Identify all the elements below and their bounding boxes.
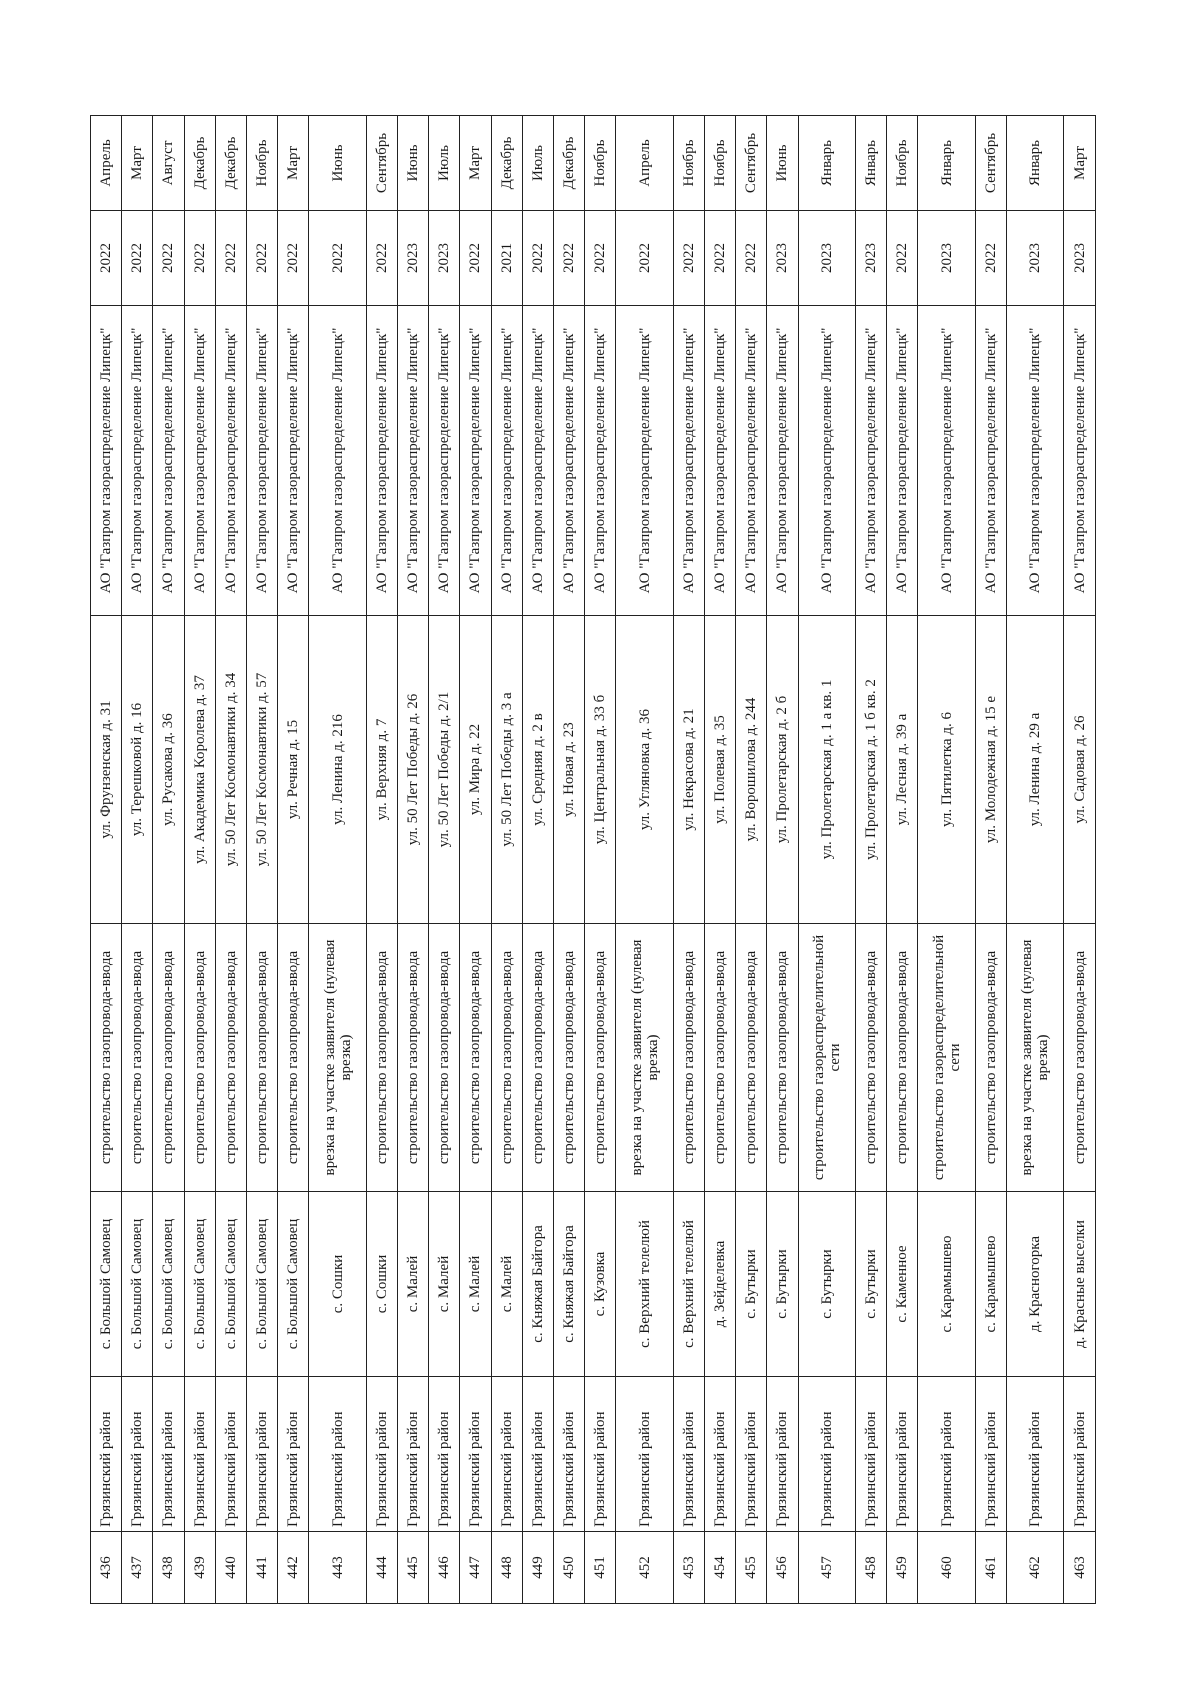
- organization-cell: АО "Газпром газораспределение Липецк": [122, 306, 153, 616]
- district-cell: Грязинский район: [736, 1377, 767, 1532]
- address-cell: ул. 50 Лет Победы д. 26: [397, 616, 428, 924]
- organization-cell: АО "Газпром газораспределение Липецк": [553, 306, 584, 616]
- organization-cell: АО "Газпром газораспределение Липецк": [767, 306, 798, 616]
- district-cell: Грязинский район: [397, 1377, 428, 1532]
- district-cell: Грязинский район: [1007, 1377, 1064, 1532]
- locality-cell: с. Большой Самовец: [278, 1192, 309, 1377]
- organization-cell: АО "Газпром газораспределение Липецк": [704, 306, 735, 616]
- work-type-cell: строительство газопровода-ввода: [91, 924, 122, 1192]
- district-cell: Грязинский район: [246, 1377, 277, 1532]
- table-row: [366, 116, 397, 1604]
- work-type-cell: строительство газопровода-ввода: [215, 924, 246, 1192]
- year-cell: 2023: [918, 211, 975, 306]
- row-number-cell: 463: [1064, 1532, 1096, 1604]
- row-number-cell: 438: [153, 1532, 184, 1604]
- locality-cell: с. Малей: [491, 1192, 522, 1377]
- year-cell: 2023: [798, 211, 855, 306]
- district-cell: Грязинский район: [491, 1377, 522, 1532]
- month-cell: Март: [1064, 116, 1096, 211]
- address-cell: ул. Угляновка д. 36: [616, 616, 673, 924]
- work-type-cell: строительство газопровода-ввода: [184, 924, 215, 1192]
- organization-cell: АО "Газпром газораспределение Липецк": [91, 306, 122, 616]
- organization-cell: АО "Газпром газораспределение Липецк": [366, 306, 397, 616]
- work-type-cell: строительство газопровода-ввода: [460, 924, 491, 1192]
- district-cell: Грязинский район: [616, 1377, 673, 1532]
- year-cell: 2022: [184, 211, 215, 306]
- address-cell: ул. Полевая д. 35: [704, 616, 735, 924]
- organization-cell: АО "Газпром газораспределение Липецк": [1007, 306, 1064, 616]
- year-cell: 2023: [397, 211, 428, 306]
- table-row: [184, 116, 215, 1604]
- month-cell: Сентябрь: [736, 116, 767, 211]
- table-row: [460, 116, 491, 1604]
- organization-cell: АО "Газпром газораспределение Липецк": [491, 306, 522, 616]
- address-cell: ул. Академика Королева д. 37: [184, 616, 215, 924]
- row-number-cell: 459: [887, 1532, 918, 1604]
- table-row: [918, 116, 975, 1604]
- work-type-cell: строительство газораспределительной сети: [798, 924, 855, 1192]
- table-row: [397, 116, 428, 1604]
- month-cell: Июнь: [767, 116, 798, 211]
- table-row: [855, 116, 886, 1604]
- year-cell: 2023: [855, 211, 886, 306]
- locality-cell: с. Малей: [397, 1192, 428, 1377]
- work-type-cell: строительство газораспределительной сети: [918, 924, 975, 1192]
- year-cell: 2022: [122, 211, 153, 306]
- row-number-cell: 461: [975, 1532, 1006, 1604]
- locality-cell: с. Бутырки: [855, 1192, 886, 1377]
- organization-cell: АО "Газпром газораспределение Липецк": [975, 306, 1006, 616]
- organization-cell: АО "Газпром газораспределение Липецк": [1064, 306, 1096, 616]
- year-cell: 2022: [246, 211, 277, 306]
- organization-cell: АО "Газпром газораспределение Липецк": [855, 306, 886, 616]
- locality-cell: с. Княжая Байгора: [522, 1192, 553, 1377]
- address-cell: ул. Речная д. 15: [278, 616, 309, 924]
- row-number-cell: 462: [1007, 1532, 1064, 1604]
- locality-cell: с. Княжая Байгора: [553, 1192, 584, 1377]
- address-cell: ул. Пролетарская д. 2 б: [767, 616, 798, 924]
- district-cell: Грязинский район: [309, 1377, 366, 1532]
- month-cell: Июль: [522, 116, 553, 211]
- district-cell: Грязинский район: [918, 1377, 975, 1532]
- month-cell: Март: [278, 116, 309, 211]
- work-type-cell: строительство газопровода-ввода: [246, 924, 277, 1192]
- locality-cell: с. Сошки: [366, 1192, 397, 1377]
- district-cell: Грязинский район: [553, 1377, 584, 1532]
- work-type-cell: строительство газопровода-ввода: [491, 924, 522, 1192]
- year-cell: 2022: [616, 211, 673, 306]
- district-cell: Грязинский район: [887, 1377, 918, 1532]
- address-cell: ул. Русакова д. 36: [153, 616, 184, 924]
- year-cell: 2022: [704, 211, 735, 306]
- work-type-cell: врезка на участке заявителя (нулевая врезка): [616, 924, 673, 1192]
- work-type-cell: строительство газопровода-ввода: [673, 924, 704, 1192]
- table-row: [1007, 116, 1064, 1604]
- month-cell: Август: [153, 116, 184, 211]
- work-type-cell: строительство газопровода-ввода: [1064, 924, 1096, 1192]
- organization-cell: АО "Газпром газораспределение Липецк": [278, 306, 309, 616]
- year-cell: 2023: [767, 211, 798, 306]
- locality-cell: с. Большой Самовец: [215, 1192, 246, 1377]
- row-number-cell: 441: [246, 1532, 277, 1604]
- month-cell: Ноябрь: [585, 116, 616, 211]
- table-row: [153, 116, 184, 1604]
- district-cell: Грязинский район: [522, 1377, 553, 1532]
- locality-cell: д. Красногорка: [1007, 1192, 1064, 1377]
- locality-cell: с. Верхний телелюй: [673, 1192, 704, 1377]
- address-cell: ул. Некрасова д. 21: [673, 616, 704, 924]
- month-cell: Декабрь: [491, 116, 522, 211]
- locality-cell: д. Красные выселки: [1064, 1192, 1096, 1377]
- address-cell: ул. Терешковой д. 16: [122, 616, 153, 924]
- table-row: [522, 116, 553, 1604]
- district-cell: Грязинский район: [429, 1377, 460, 1532]
- table-row: [429, 116, 460, 1604]
- row-number-cell: 453: [673, 1532, 704, 1604]
- organization-cell: АО "Газпром газораспределение Липецк": [246, 306, 277, 616]
- table-row: [704, 116, 735, 1604]
- district-cell: Грязинский район: [184, 1377, 215, 1532]
- gasification-register-table: [90, 115, 1096, 1604]
- row-number-cell: 454: [704, 1532, 735, 1604]
- address-cell: ул. Фрунзенская д. 31: [91, 616, 122, 924]
- table-row: [278, 116, 309, 1604]
- district-cell: Грязинский район: [585, 1377, 616, 1532]
- locality-cell: с. Бутырки: [767, 1192, 798, 1377]
- table-row: [1064, 116, 1096, 1604]
- organization-cell: АО "Газпром газораспределение Липецк": [460, 306, 491, 616]
- row-number-cell: 448: [491, 1532, 522, 1604]
- year-cell: 2022: [522, 211, 553, 306]
- locality-cell: с. Большой Самовец: [246, 1192, 277, 1377]
- row-number-cell: 446: [429, 1532, 460, 1604]
- organization-cell: АО "Газпром газораспределение Липецк": [918, 306, 975, 616]
- month-cell: Ноябрь: [704, 116, 735, 211]
- year-cell: 2023: [1007, 211, 1064, 306]
- table-row: [309, 116, 366, 1604]
- month-cell: Декабрь: [184, 116, 215, 211]
- district-cell: Грязинский район: [704, 1377, 735, 1532]
- month-cell: Сентябрь: [975, 116, 1006, 211]
- table-row: [767, 116, 798, 1604]
- month-cell: Март: [122, 116, 153, 211]
- year-cell: 2023: [429, 211, 460, 306]
- work-type-cell: строительство газопровода-ввода: [153, 924, 184, 1192]
- organization-cell: АО "Газпром газораспределение Липецк": [429, 306, 460, 616]
- district-cell: Грязинский район: [366, 1377, 397, 1532]
- organization-cell: АО "Газпром газораспределение Липецк": [736, 306, 767, 616]
- month-cell: Июнь: [309, 116, 366, 211]
- month-cell: Январь: [918, 116, 975, 211]
- row-number-cell: 443: [309, 1532, 366, 1604]
- organization-cell: АО "Газпром газораспределение Липецк": [153, 306, 184, 616]
- organization-cell: АО "Газпром газораспределение Липецк": [887, 306, 918, 616]
- address-cell: ул. Мира д. 22: [460, 616, 491, 924]
- month-cell: Ноябрь: [887, 116, 918, 211]
- organization-cell: АО "Газпром газораспределение Липецк": [798, 306, 855, 616]
- locality-cell: с. Карамышево: [975, 1192, 1006, 1377]
- year-cell: 2022: [91, 211, 122, 306]
- month-cell: Сентябрь: [366, 116, 397, 211]
- locality-cell: д. Зейделевка: [704, 1192, 735, 1377]
- locality-cell: с. Малей: [429, 1192, 460, 1377]
- address-cell: ул. Новая д. 23: [553, 616, 584, 924]
- month-cell: Июль: [429, 116, 460, 211]
- work-type-cell: строительство газопровода-ввода: [429, 924, 460, 1192]
- organization-cell: АО "Газпром газораспределение Липецк": [673, 306, 704, 616]
- organization-cell: АО "Газпром газораспределение Липецк": [397, 306, 428, 616]
- address-cell: ул. Лесная д. 39 а: [887, 616, 918, 924]
- row-number-cell: 449: [522, 1532, 553, 1604]
- locality-cell: с. Карамышево: [918, 1192, 975, 1377]
- table-row: [616, 116, 673, 1604]
- locality-cell: с. Бутырки: [736, 1192, 767, 1377]
- organization-cell: АО "Газпром газораспределение Липецк": [215, 306, 246, 616]
- locality-cell: с. Малей: [460, 1192, 491, 1377]
- address-cell: ул. Молодежная д. 15 е: [975, 616, 1006, 924]
- address-cell: ул. 50 Лет Победы д. 2/1: [429, 616, 460, 924]
- organization-cell: АО "Газпром газораспределение Липецк": [585, 306, 616, 616]
- row-number-cell: 447: [460, 1532, 491, 1604]
- work-type-cell: врезка на участке заявителя (нулевая врезка): [1007, 924, 1064, 1192]
- year-cell: 2022: [553, 211, 584, 306]
- table-row: [215, 116, 246, 1604]
- year-cell: 2021: [491, 211, 522, 306]
- month-cell: Апрель: [616, 116, 673, 211]
- row-number-cell: 445: [397, 1532, 428, 1604]
- work-type-cell: строительство газопровода-ввода: [278, 924, 309, 1192]
- district-cell: Грязинский район: [153, 1377, 184, 1532]
- year-cell: 2022: [309, 211, 366, 306]
- month-cell: Январь: [1007, 116, 1064, 211]
- month-cell: Январь: [798, 116, 855, 211]
- locality-cell: с. Сошки: [309, 1192, 366, 1377]
- address-cell: ул. 50 Лет Космонавтики д. 57: [246, 616, 277, 924]
- address-cell: ул. Пятилетка д. 6: [918, 616, 975, 924]
- work-type-cell: строительство газопровода-ввода: [585, 924, 616, 1192]
- row-number-cell: 451: [585, 1532, 616, 1604]
- row-number-cell: 436: [91, 1532, 122, 1604]
- work-type-cell: строительство газопровода-ввода: [366, 924, 397, 1192]
- district-cell: Грязинский район: [91, 1377, 122, 1532]
- address-cell: ул. Садовая д. 26: [1064, 616, 1096, 924]
- month-cell: Март: [460, 116, 491, 211]
- year-cell: 2022: [215, 211, 246, 306]
- address-cell: ул. Ленина д. 216: [309, 616, 366, 924]
- year-cell: 2022: [153, 211, 184, 306]
- year-cell: 2022: [278, 211, 309, 306]
- month-cell: Июнь: [397, 116, 428, 211]
- month-cell: Апрель: [91, 116, 122, 211]
- district-cell: Грязинский район: [767, 1377, 798, 1532]
- organization-cell: АО "Газпром газораспределение Липецк": [616, 306, 673, 616]
- locality-cell: с. Верхний телелюй: [616, 1192, 673, 1377]
- address-cell: ул. 50 Лет Космонавтики д. 34: [215, 616, 246, 924]
- row-number-cell: 457: [798, 1532, 855, 1604]
- district-cell: Грязинский район: [278, 1377, 309, 1532]
- address-cell: ул. Ворошилова д. 244: [736, 616, 767, 924]
- year-cell: 2022: [887, 211, 918, 306]
- organization-cell: АО "Газпром газораспределение Липецк": [309, 306, 366, 616]
- year-cell: 2022: [585, 211, 616, 306]
- address-cell: ул. Центральная д. 33 б: [585, 616, 616, 924]
- locality-cell: с. Кузовка: [585, 1192, 616, 1377]
- year-cell: 2022: [673, 211, 704, 306]
- address-cell: ул. Средняя д. 2 в: [522, 616, 553, 924]
- table-row: [673, 116, 704, 1604]
- address-cell: ул. Пролетарская д. 1 б кв. 2: [855, 616, 886, 924]
- district-cell: Грязинский район: [975, 1377, 1006, 1532]
- work-type-cell: строительство газопровода-ввода: [704, 924, 735, 1192]
- work-type-cell: строительство газопровода-ввода: [767, 924, 798, 1192]
- row-number-cell: 455: [736, 1532, 767, 1604]
- row-number-cell: 456: [767, 1532, 798, 1604]
- table-row: [887, 116, 918, 1604]
- locality-cell: с. Каменное: [887, 1192, 918, 1377]
- locality-cell: с. Большой Самовец: [91, 1192, 122, 1377]
- table-row: [736, 116, 767, 1604]
- row-number-cell: 444: [366, 1532, 397, 1604]
- locality-cell: с. Большой Самовец: [184, 1192, 215, 1377]
- address-cell: ул. Верхняя д. 7: [366, 616, 397, 924]
- month-cell: Ноябрь: [673, 116, 704, 211]
- address-cell: ул. 50 Лет Победы д. 3 а: [491, 616, 522, 924]
- table-row: [122, 116, 153, 1604]
- work-type-cell: врезка на участке заявителя (нулевая врезка): [309, 924, 366, 1192]
- rotated-table-page: [90, 116, 1096, 1604]
- address-cell: ул. Пролетарская д. 1 а кв. 1: [798, 616, 855, 924]
- district-cell: Грязинский район: [460, 1377, 491, 1532]
- table-row: [553, 116, 584, 1604]
- work-type-cell: строительство газопровода-ввода: [887, 924, 918, 1192]
- row-number-cell: 452: [616, 1532, 673, 1604]
- table-row: [585, 116, 616, 1604]
- work-type-cell: строительство газопровода-ввода: [553, 924, 584, 1192]
- district-cell: Грязинский район: [215, 1377, 246, 1532]
- row-number-cell: 458: [855, 1532, 886, 1604]
- row-number-cell: 440: [215, 1532, 246, 1604]
- table-row: [798, 116, 855, 1604]
- row-number-cell: 437: [122, 1532, 153, 1604]
- district-cell: Грязинский район: [855, 1377, 886, 1532]
- work-type-cell: строительство газопровода-ввода: [397, 924, 428, 1192]
- district-cell: Грязинский район: [122, 1377, 153, 1532]
- organization-cell: АО "Газпром газораспределение Липецк": [184, 306, 215, 616]
- work-type-cell: строительство газопровода-ввода: [736, 924, 767, 1192]
- year-cell: 2022: [736, 211, 767, 306]
- table-row: [246, 116, 277, 1604]
- locality-cell: с. Большой Самовец: [153, 1192, 184, 1377]
- year-cell: 2022: [366, 211, 397, 306]
- year-cell: 2022: [975, 211, 1006, 306]
- month-cell: Декабрь: [215, 116, 246, 211]
- table-body: [91, 116, 1096, 1604]
- locality-cell: с. Большой Самовец: [122, 1192, 153, 1377]
- locality-cell: с. Бутырки: [798, 1192, 855, 1377]
- row-number-cell: 450: [553, 1532, 584, 1604]
- district-cell: Грязинский район: [798, 1377, 855, 1532]
- row-number-cell: 442: [278, 1532, 309, 1604]
- year-cell: 2023: [1064, 211, 1096, 306]
- work-type-cell: строительство газопровода-ввода: [122, 924, 153, 1192]
- work-type-cell: строительство газопровода-ввода: [975, 924, 1006, 1192]
- organization-cell: АО "Газпром газораспределение Липецк": [522, 306, 553, 616]
- table-row: [91, 116, 122, 1604]
- row-number-cell: 460: [918, 1532, 975, 1604]
- year-cell: 2022: [460, 211, 491, 306]
- month-cell: Январь: [855, 116, 886, 211]
- district-cell: Грязинский район: [673, 1377, 704, 1532]
- table-row: [491, 116, 522, 1604]
- work-type-cell: строительство газопровода-ввода: [522, 924, 553, 1192]
- row-number-cell: 439: [184, 1532, 215, 1604]
- month-cell: Декабрь: [553, 116, 584, 211]
- address-cell: ул. Ленина д. 29 а: [1007, 616, 1064, 924]
- work-type-cell: строительство газопровода-ввода: [855, 924, 886, 1192]
- month-cell: Ноябрь: [246, 116, 277, 211]
- district-cell: Грязинский район: [1064, 1377, 1096, 1532]
- table-row: [975, 116, 1006, 1604]
